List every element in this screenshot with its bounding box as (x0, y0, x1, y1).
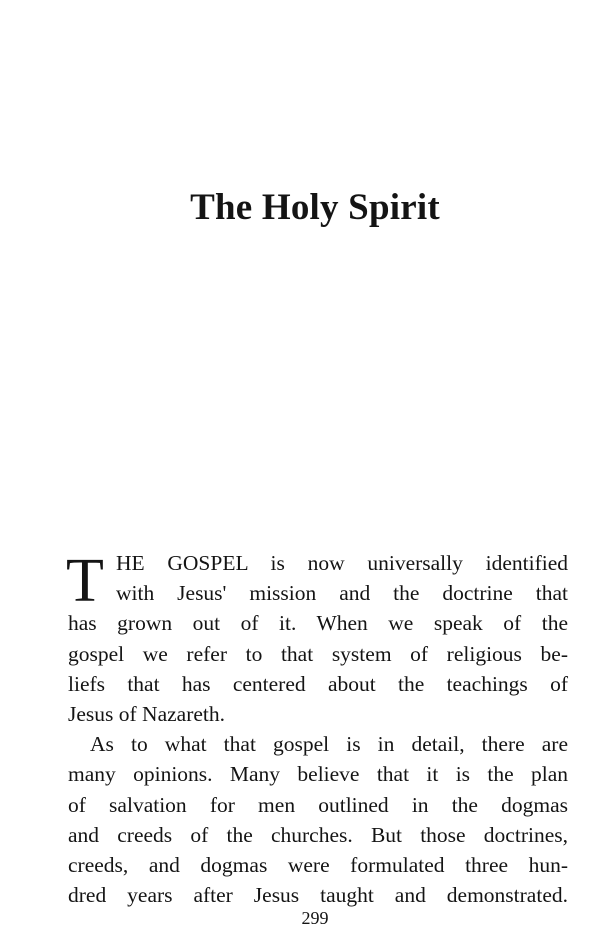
paragraph-1 (68, 548, 568, 729)
text-line: with Jesus' mission and the doctrine that (116, 581, 568, 606)
paragraph-2 (68, 729, 568, 910)
chapter-title: The Holy Spirit (190, 187, 440, 228)
text-line: of salvation for men outlined in the dogmas (68, 792, 568, 817)
text-line: many opinions. Many believe that it is the plan (68, 762, 568, 787)
text-line: Jesus of Nazareth. (68, 702, 226, 727)
body-text (68, 548, 568, 910)
text-line: gospel we refer to that system of religious be- (68, 641, 568, 666)
text-line: creeds, and dogmas were formulated three hun- (68, 853, 568, 878)
text-line: liefs that has centered about the teachings of (68, 671, 568, 696)
text-line: As to what that gospel is in detail, there are (90, 732, 568, 757)
text-line: and creeds of the churches. But those doctrines, (68, 822, 568, 847)
text-line: has grown out of it. When we speak of the (68, 611, 568, 636)
page-number: 299 (301, 908, 329, 928)
text-line: dred years after Jesus taught and demonstrated. (68, 883, 568, 908)
drop-cap: T (66, 547, 104, 615)
text-line: HE GOSPEL is now universally identified (116, 551, 568, 575)
